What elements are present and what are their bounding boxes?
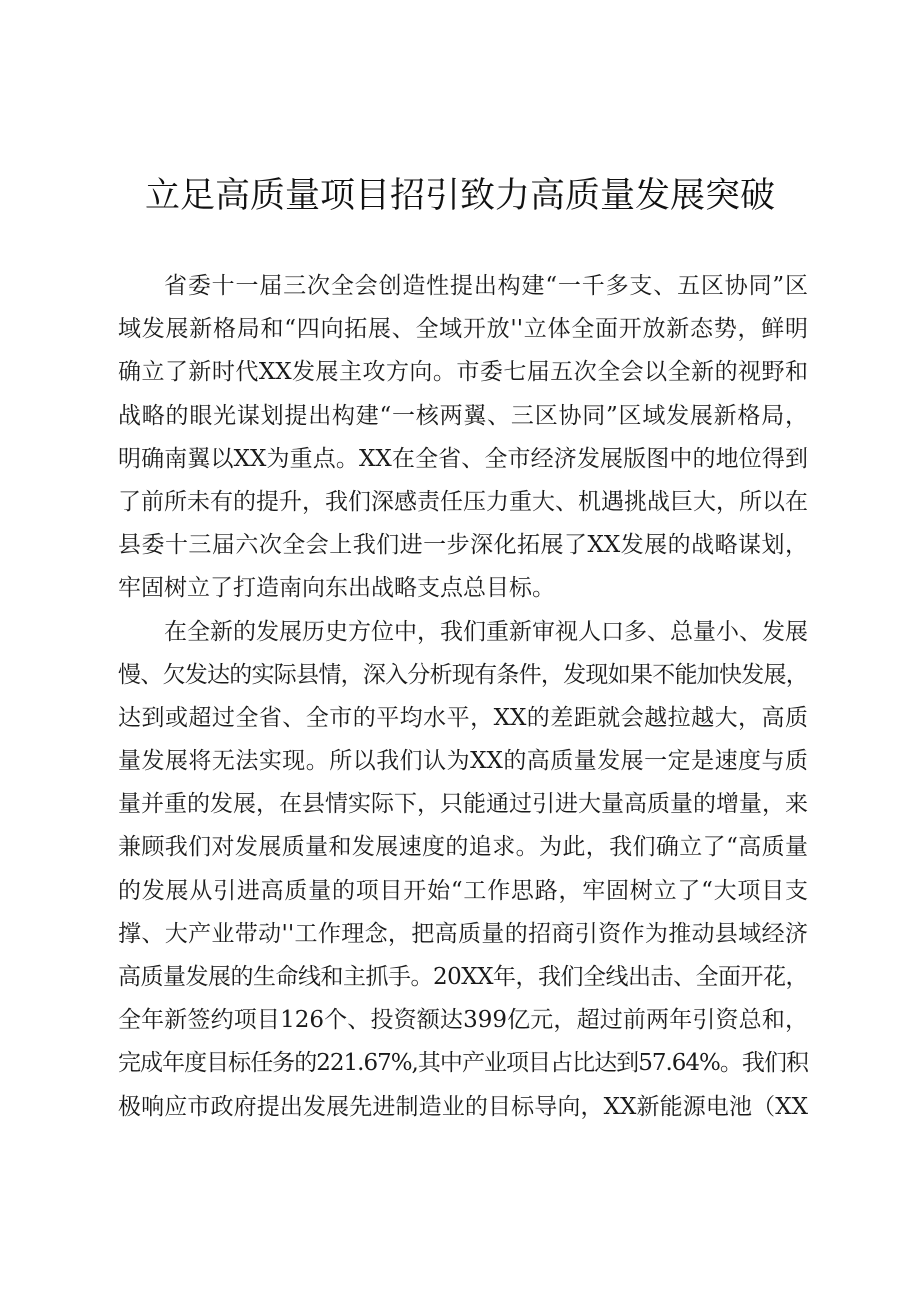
text-line: 域发展新格局和“四向拓展、全域开放''立体全面开放新态势，鲜明 (118, 316, 808, 343)
text-line: 的发展从引进高质量的项目开始“工作思路，牢固树立了“大项目支 (118, 877, 808, 904)
text-line: 兼顾我们对发展质量和发展速度的追求。为此，我们确立了“高质量 (118, 834, 808, 861)
text-line: 省委十一届三次全会创造性提出构建“一千多支、五区协同”区 (164, 273, 808, 299)
paragraph-2 (118, 611, 808, 1129)
text-line: 了前所未有的提升，我们深感责任压力重大、机遇挑战巨大，所以在 (118, 488, 808, 515)
text-line: 牢固树立了打造南向东出战略支点总目标。 (118, 575, 555, 602)
text-line: 撑、大产业带动''工作理念，把高质量的招商引资作为推动县域经济 (118, 920, 808, 947)
text-line: 高质量发展的生命线和主抓手。20XX年，我们全线出击、全面开花， (118, 964, 808, 990)
text-line: 完成年度目标任务的221.67%,其中产业项目占比达到57.64%。我们积 (118, 1050, 808, 1077)
document-body (118, 265, 808, 1129)
text-line: 量并重的发展，在县情实际下，只能通过引进大量高质量的增量，来 (118, 791, 808, 818)
text-line: 量发展将无法实现。所以我们认为XX的高质量发展一定是速度与质 (118, 748, 808, 775)
text-line: 战略的眼光谋划提出构建“一核两翼、三区协同”区域发展新格局， (118, 402, 808, 429)
document-title: 立足高质量项目招引致力高质量发展突破 (144, 176, 775, 216)
text-line: 确立了新时代XX发展主攻方向。市委七届五次全会以全新的视野和 (118, 359, 808, 386)
text-line: 县委十三届六次全会上我们进一步深化拓展了XX发展的战略谋划， (118, 532, 808, 559)
text-line: 在全新的发展历史方位中，我们重新审视人口多、总量小、发展 (164, 618, 808, 645)
text-line: 极响应市政府提出发展先进制造业的目标导向，XX新能源电池（XX (118, 1093, 808, 1120)
text-line: 明确南翼以XX为重点。XX在全省、全市经济发展版图中的地位得到 (118, 445, 808, 472)
text-line: 慢、欠发达的实际县情，深入分析现有条件，发现如果不能加快发展， (118, 661, 808, 688)
paragraph-1 (118, 265, 808, 611)
text-line: 全年新签约项目126个、投资额达399亿元，超过前两年引资总和， (118, 1007, 808, 1034)
text-line: 达到或超过全省、全市的平均水平，XX的差距就会越拉越大，高质 (118, 704, 808, 731)
